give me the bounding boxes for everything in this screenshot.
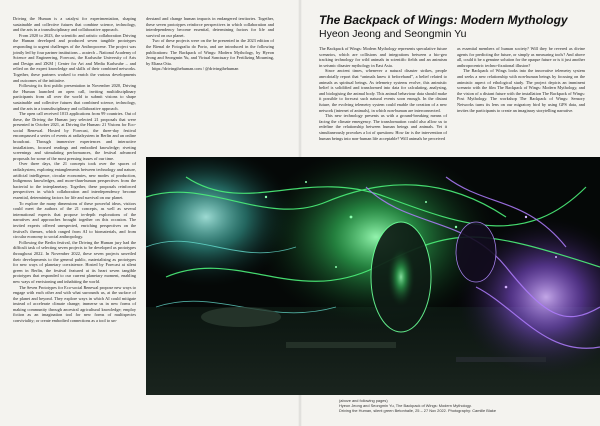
caption-line: Hyeon Jeong and Seongmin Yu, The Backpack of Wings: Modern Mythology. — [339, 403, 472, 408]
installation-photo — [146, 157, 600, 395]
paragraph: Two of these projects were on the be presented in the 2023 edition of the Bienal de Fotografia do Porto, and are introduced in the following publications: The Backpack of Wings: Modern Mythology, by Hyeon Jeong and Seongmin Yu, and Virtual Sanctuary for Fertilizing Mourning, by Eliana Otta. — [146, 38, 274, 66]
paragraph: The Backpack of Wings: Modern Mythology represents speculative future scenarios, which are collisions and integrations between a bio-geo tracking technology for wild animals in scientific fields and an animism in seismic disaster mythology in East Asia. — [319, 46, 447, 68]
installation-photo-art — [146, 157, 600, 395]
paragraph: This new technology presents us with a ground-breaking means of facing the climate emergency. The transformation could also allow us to redefine the relationship between human beings and animals. Yet it simultaneously provokes a lot of questions: How far is the intervention of human beings into non-human life acceptable? Will animals be perceived — [319, 113, 447, 141]
caption-line: (above and following pages) — [339, 398, 388, 403]
photo-caption — [339, 398, 589, 413]
right-column-1 — [319, 46, 447, 141]
left-column-1 — [13, 16, 136, 324]
right-column-2 — [457, 46, 585, 113]
paragraph: The Backpack of Wings looks into the innovative telemetry system and seeks a new relationship with non-human beings by focusing on the animistic aspect of ethological study. The project depicts an imminent scenario with the film The Backpack of Wings: Modern Mythology, and the vision of a distant future with the installation The Backpack of Wings: Post Mythology. The workshop The Backpack of Wings: Sensory Networks turns its lens on our migratory bird by using GPS data, and invites the participants to create an imaginary storytelling narrative. — [457, 68, 585, 113]
left-column-2 — [146, 16, 274, 72]
paragraph: Driving the Human is a catalyst for experimentation, shaping sustainable and collective futures that combine science, technology, and the arts in a transdisciplinary and collaborative approach. — [13, 16, 136, 33]
paragraph: as essential members of human society? Will they be revered as divine agents for predicting the future, or simply as measuring tools? And above all, could it be a genuine solution for the opaque future or is it just another anthropocentric techno-fixational illusion? — [457, 46, 585, 68]
paragraph: The Seven Prototypes for Eco-social Renewal propose new ways to engage with each other and with what surrounds us, at the surface of the planet and beyond. They explore ways in which AI could mitigate instead of accelerate climate change; immerse us in new forms of making community through ancestral agricultural knowledge; employ fiction as an imagination tool for new forms of multispecies conviviality; or create embodied connections as a tool to un- — [13, 284, 136, 324]
paragraph: From 2020 to 2023, the scientific and artistic collaboration Driving the Human developed and produced seven tangible prototypes responding to urgent challenges of the Anthropocene. The project was jointly led by four partner institutions – acatech – National Academy of Science and Engineering, Forecast, the Karlsruhe University of Arts and Design and ZKM | Center for Art and Media Karlsruhe – and relied on the expert knowledge and skills of their combined networks. Together, these partners worked to enrich the various developments and outcomes of the initiative. — [13, 32, 136, 83]
paragraph: The open call received 1013 applications from 99 countries. Out of these, the Driving the Human jury selected 21 proposals that were presented in October 2021, at Driving the Human: 21 Visions for Eco-social Renewal. Hosted by Forecast, the three-day festival encompassed a series of events at radialsystem in Berlin and an online broadcast. Through immersive experiences and interactive installations, focused readings and embodied knowledge; riveting screenings and stimulating performances, the festival advanced proposals for some of the most pressing issues of our time. — [13, 111, 136, 161]
paragraph: Following its first public presentation in November 2020, Driving the Human launched an open call, inviting multidisciplinary participants from all over the world to submit visions to shape sustainable and collective futures that combined science, technology, and the arts in a transdisciplinary and collaborative approach. — [13, 83, 136, 111]
project-link[interactable]: https://drivingthehuman.com / @drivingthehuman — [152, 66, 239, 72]
paragraph: Since ancient times, whenever a natural disaster strikes, people anecdotally report that “animals knew it beforehand”, a belief related to animals as spiritual beings. As telemetry systems evolve, this animistic belief is solidified and transformed into data for calculating, analysing, and biologising the animal body. This animal behaviour data should make it possible to forecast such natural events soon enough. In the distant future, the evolving telemetry system could enable the creation of a new network (internet of animals), in which non-human are interconnected. — [319, 68, 447, 113]
paragraph: To explore the many dimensions of these powerful ideas, visitors could meet the authors of the 21 concepts, as well as several international experts that propose in-depth explorations of the narratives and approaches brought together on this occasion. The invited experts offered unexpected, enriching perspectives on the festival's themes, which ranged from AI to biomaterials, and from circular economy to social anthropology. — [13, 200, 136, 240]
paragraph: derstand and change human impacts in endangered territories. Together, these seven prototypes reinforce perspectives in which collaboration and interdependency become essential, determining factors for life and survival on our planet. — [146, 16, 274, 38]
caption-line: Driving the Human, silent green Betonhalle, 25 – 27 Nov 2022. Photography: Camille Blake — [339, 408, 497, 413]
article-header — [319, 14, 579, 40]
paragraph: Over three days, the 21 concepts took over the spaces of radialsystem, exploring entanglements between technology and nature, artificial intelligence, circular economies, new modes of production, Indigenous knowledges, and more-than-human perspectives from the bacterial to the interplanetary. Together, these proposals reinforced perspectives in which collaboration and interdependency become essential, determining factors for life and survival on our planet. — [13, 161, 136, 200]
article-title: The Backpack of Wings: Modern Mythology — [319, 13, 568, 27]
paragraph: Following the Berlin festival, the Driving the Human jury had the difficult task of selecting seven projects to be developed as prototypes throughout 2022. In November 2022, these seven projects unveiled their developments to the general public, materialising as prototypes for new ways of planetary coexistence. Hosted by Forecast at silent green in Berlin, the festival featured at its heart seven tangible prototypes that responded to our current planetary moment, enabling new ways of envisioning and inhabiting the world. — [13, 239, 136, 284]
article-authors: Hyeon Jeong and Seongmin Yu — [319, 28, 467, 40]
